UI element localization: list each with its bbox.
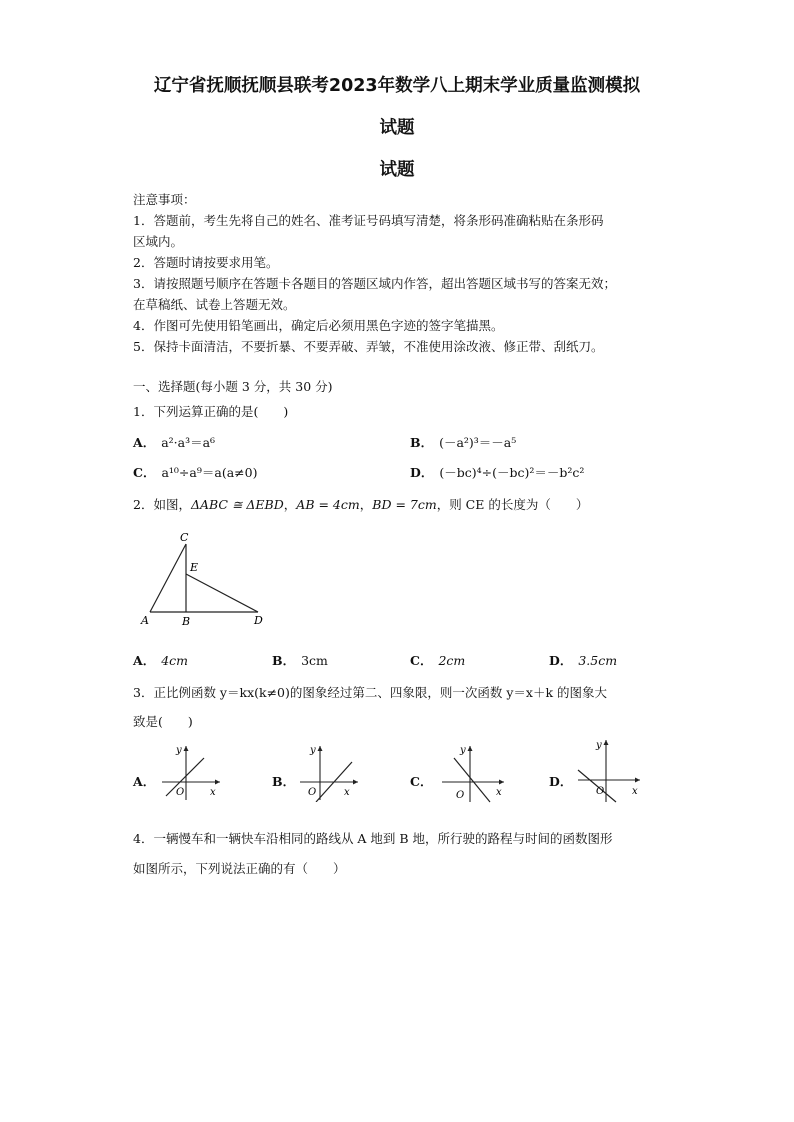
q2-ab-length: AB = 4cm [296, 497, 360, 512]
q3-b-origin-label: O [308, 787, 317, 798]
note-item-2: 2．答题时请按要求用笔。 [133, 255, 279, 270]
q2-option-d-label: D． [549, 653, 573, 668]
q3-graph-d [574, 736, 644, 806]
q3-a-x-arrow [215, 780, 220, 785]
q2-triangle-figure [138, 528, 270, 628]
q3-stem-line2: 致是( ) [133, 714, 193, 729]
q3-c-y-label: y [460, 745, 466, 756]
page-title-line2: 试题 [379, 118, 415, 138]
q3-c-x-arrow [499, 780, 504, 785]
q2-option-c-label: C． [410, 653, 433, 668]
q2-option-b-label: B． [272, 653, 296, 668]
q3-option-d-label: D． [549, 774, 573, 789]
q2-label-d: D [254, 614, 263, 627]
q3-d-origin-label: O [596, 786, 605, 797]
q3-graph-a [158, 742, 224, 802]
q2-label-c: C [180, 531, 189, 544]
note-item-1b: 区域内。 [133, 234, 184, 249]
q3-d-x-label: x [632, 786, 638, 797]
q3-option-b-label: B． [272, 774, 296, 789]
q3-c-y-arrow [468, 746, 473, 751]
q3-option-a-label: A． [133, 774, 156, 789]
q2-label-b: B [182, 615, 191, 628]
q2-option-d-text: 3.5cm [578, 653, 618, 668]
q1-option-d-text: (－bc)⁴÷(－bc)²＝－b²c² [439, 465, 585, 480]
q3-b-y-label: y [310, 745, 316, 756]
q3-d-y-label: y [596, 740, 602, 751]
q1-option-c [133, 463, 257, 481]
page-title-line3: 试题 [379, 160, 415, 180]
q3-a-y-arrow [184, 746, 189, 751]
q2-option-b [272, 651, 328, 669]
q3-graph-c [438, 742, 508, 804]
q2-option-d [549, 651, 617, 669]
q3-d-x-arrow [635, 778, 640, 783]
q3-b-y-arrow [318, 746, 323, 751]
q1-option-d-label: D． [410, 465, 434, 480]
q2-stem-prefix: 2．如图， [133, 497, 191, 512]
q3-d-y-arrow [604, 740, 609, 745]
q2-bd-length: BD = 7cm [372, 497, 437, 512]
q1-option-a-text: a²·a³＝a⁶ [161, 435, 216, 450]
q3-c-x-label: x [496, 787, 502, 798]
q2-stem: 2．如图，ΔABC ≅ ΔEBD，AB = 4cm，BD = 7cm，则 CE 的长度为（ ） [133, 497, 589, 512]
q3-b-x-arrow [353, 780, 358, 785]
note-item-3b: 在草稿纸、试卷上答题无效。 [133, 297, 296, 312]
q3-b-x-label: x [344, 787, 350, 798]
q3-a-x-label: x [210, 787, 216, 798]
q2-option-c [410, 651, 465, 669]
note-item-1a: 1．答题前，考生先将自己的姓名、准考证号码填写清楚，将条形码准确粘贴在条形码 [133, 213, 604, 228]
q1-option-c-text: a¹⁰÷a⁹＝a(a≠0) [161, 465, 258, 480]
q2-stem-suffix: ，则 CE 的长度为（ ） [436, 497, 589, 512]
q2-option-b-text: 3cm [301, 653, 328, 668]
note-item-4: 4．作图可先使用铅笔画出，确定后必须用黑色字迹的签字笔描黑。 [133, 318, 504, 333]
note-item-5: 5．保持卡面清洁，不要折暴、不要弄破、弄皱，不准使用涂改液、修正带、刮纸刀。 [133, 339, 604, 354]
q1-option-c-label: C． [133, 465, 156, 480]
q2-label-a: A [141, 614, 149, 627]
q1-option-b-text: (－a²)³＝－a⁵ [439, 435, 517, 450]
q2-option-a [133, 651, 188, 669]
q4-stem-line2: 如图所示，下列说法正确的有（ ） [133, 861, 346, 876]
q1-option-a-label: A． [133, 435, 156, 450]
q1-stem: 1．下列运算正确的是( ) [133, 404, 289, 419]
q1-option-a [133, 433, 215, 451]
q2-segment-ac [150, 544, 186, 612]
q2-option-c-text: 2cm [438, 653, 466, 668]
q3-c-origin-label: O [456, 790, 465, 801]
q1-option-b-label: B． [410, 435, 434, 450]
q3-graph-b [296, 742, 362, 802]
q2-congruence: ΔABC ≅ ΔEBD [190, 497, 284, 512]
q3-a-origin-label: O [176, 787, 185, 798]
note-item-3a: 3．请按照题号顺序在答题卡各题目的答题区域内作答，超出答题区域书写的答案无效； [133, 276, 616, 291]
q1-option-d [410, 463, 584, 481]
q1-option-b [410, 433, 516, 451]
notes-heading: 注意事项： [133, 192, 196, 207]
section-heading: 一、选择题(每小题 3 分，共 30 分) [133, 379, 333, 394]
q3-stem-line1: 3．正比例函数 y＝kx(k≠0)的图象经过第二、四象限，则一次函数 y＝x＋k 的图象大 [133, 685, 608, 700]
q4-stem-line1: 4．一辆慢车和一辆快车沿相同的路线从 A 地到 B 地，所行驶的路程与时间的函数图形 [133, 831, 613, 846]
q2-option-a-label: A． [133, 653, 156, 668]
q2-segment-ed [186, 574, 258, 612]
q2-option-a-text: 4cm [161, 653, 189, 668]
q3-a-y-label: y [176, 745, 182, 756]
page-title-line1: 辽宁省抚顺抚顺县联考2023年数学八上期末学业质量监测模拟 [153, 76, 641, 96]
q3-a-function-line [166, 758, 204, 796]
q3-option-c-label: C． [410, 774, 433, 789]
q2-label-e: E [190, 561, 199, 574]
